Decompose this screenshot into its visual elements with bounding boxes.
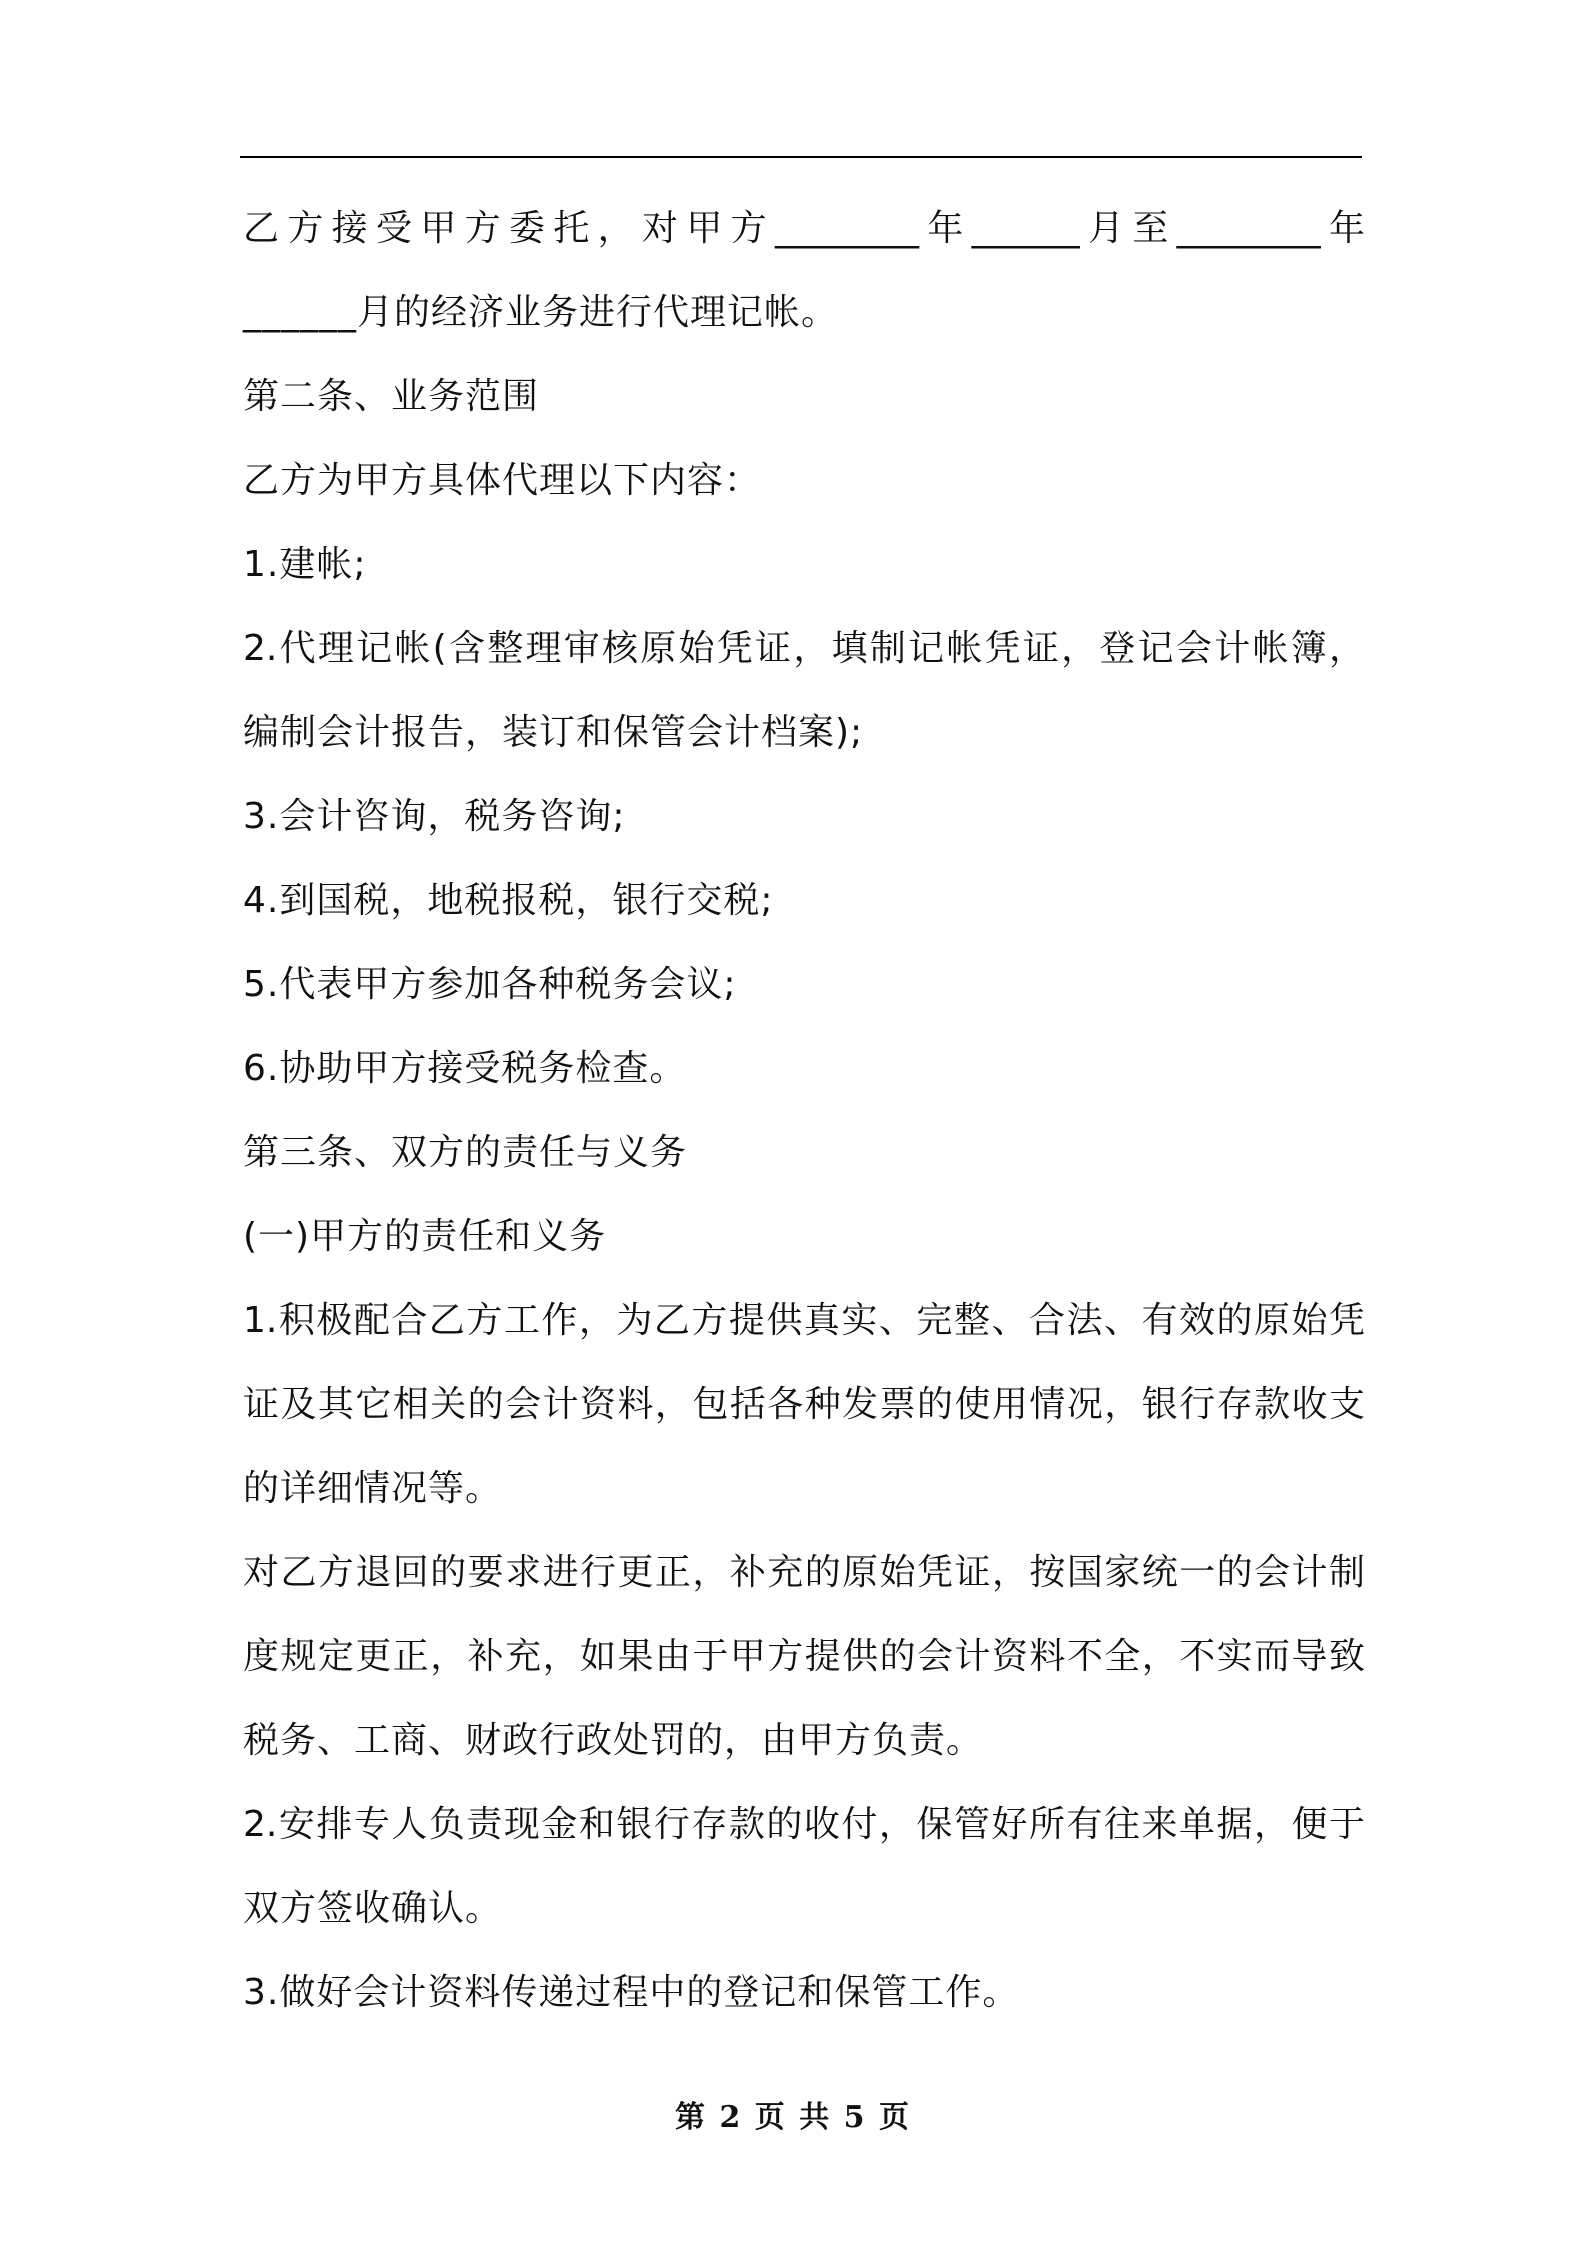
- list-item: 4.到国税，地税报税，银行交税;: [243, 880, 774, 921]
- body-line: 乙方为甲方具体代理以下内容：: [243, 460, 762, 501]
- section-heading: 第二条、业务范围: [243, 376, 540, 417]
- list-item: 6.协助甲方接受税务检查。: [243, 1048, 687, 1089]
- body-line: 的详细情况等。: [243, 1468, 503, 1509]
- section-heading: 第三条、双方的责任与义务: [243, 1132, 688, 1173]
- body-line: 度规定更正，补充，如果由于甲方提供的会计资料不全，不实而导致: [243, 1636, 1365, 1677]
- body-line: ______月的经济业务进行代理记帐。: [243, 292, 839, 333]
- list-item: 2.代理记帐(含整理审核原始凭证，填制记帐凭证，登记会计帐簿，: [243, 628, 1365, 669]
- subsection-heading: (一)甲方的责任和义务: [243, 1216, 607, 1257]
- body-line: 双方签收确认。: [243, 1888, 503, 1929]
- document-body: [243, 200, 1365, 2048]
- body-line: 税务、工商、财政行政处罚的，由甲方负责。: [243, 1720, 984, 1761]
- list-item: 1.建帐;: [243, 544, 367, 585]
- body-line: 证及其它相关的会计资料，包括各种发票的使用情况，银行存款收支: [243, 1384, 1365, 1425]
- body-line: 对乙方退回的要求进行更正，补充的原始凭证，按国家统一的会计制: [243, 1552, 1365, 1593]
- list-item: 2.安排专人负责现金和银行存款的收付，保管好所有往来单据，便于: [243, 1804, 1365, 1845]
- list-item: 3.做好会计资料传递过程中的登记和保管工作。: [243, 1972, 1020, 2013]
- body-line: 乙方接受甲方委托，对甲方________年______月至________年: [243, 208, 1365, 249]
- list-item: 3.会计咨询，税务咨询;: [243, 796, 626, 837]
- list-item: 1.积极配合乙方工作，为乙方提供真实、完整、合法、有效的原始凭: [243, 1300, 1365, 1341]
- body-line: 编制会计报告，装订和保管会计档案);: [243, 712, 864, 753]
- header-rule: [240, 156, 1362, 158]
- list-item: 5.代表甲方参加各种税务会议;: [243, 964, 737, 1005]
- page-number: 第 2 页 共 5 页: [675, 2100, 911, 2135]
